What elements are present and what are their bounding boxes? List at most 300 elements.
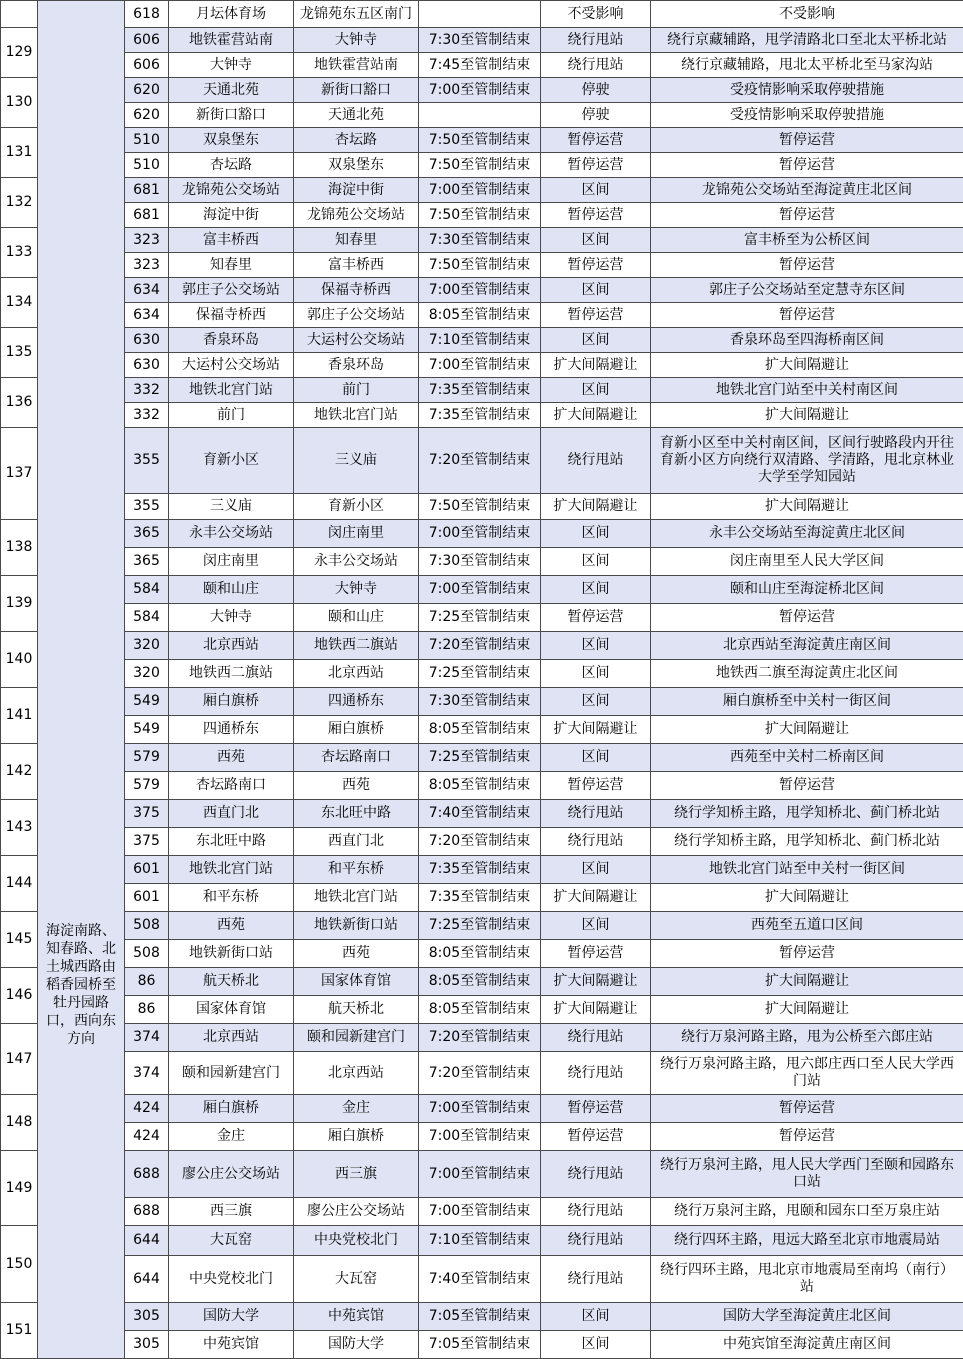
measure-cell: 停驶	[541, 78, 651, 103]
table-row	[1, 1303, 963, 1331]
measure-cell: 区间	[541, 912, 651, 940]
measure-cell: 区间	[541, 178, 651, 203]
measure-cell: 绕行甩站	[541, 28, 651, 53]
end-station-cell: 航天桥北	[294, 996, 419, 1024]
detail-cell: 绕行万泉河主路，甩人民大学西门至颐和园路东口站	[651, 1151, 963, 1198]
group-number-cell: 150	[1, 1226, 38, 1303]
time-cell: 7:35至管制结束	[419, 856, 541, 884]
measure-cell: 暂停运营	[541, 253, 651, 278]
detail-cell: 暂停运营	[651, 303, 963, 328]
route-number-cell: 630	[125, 328, 169, 353]
time-cell: 7:50至管制结束	[419, 203, 541, 228]
route-number-cell: 549	[125, 688, 169, 716]
detail-cell: 国防大学至海淀黄庄北区间	[651, 1303, 963, 1331]
end-station-cell: 新街口豁口	[294, 78, 419, 103]
table-row	[1, 996, 963, 1024]
detail-cell: 北京西站至海淀黄庄南区间	[651, 632, 963, 660]
measure-cell: 区间	[541, 378, 651, 403]
route-number-cell: 579	[125, 772, 169, 800]
measure-cell: 暂停运营	[541, 203, 651, 228]
group-number-cell: 143	[1, 800, 38, 856]
end-station-cell: 地铁新街口站	[294, 912, 419, 940]
table-row	[1, 1331, 963, 1359]
end-station-cell: 地铁北宫门站	[294, 884, 419, 912]
detail-cell: 中苑宾馆至海淀黄庄南区间	[651, 1331, 963, 1359]
end-station-cell: 保福寺桥西	[294, 278, 419, 303]
table-row	[1, 744, 963, 772]
measure-cell: 扩大间隔避让	[541, 968, 651, 996]
start-station-cell: 廖公庄公交场站	[169, 1151, 294, 1198]
road-section-text: 海淀南路、知春路、北土城西路由稻香园桥至牡丹园路口，西向东方向	[42, 922, 120, 1048]
start-station-cell: 中苑宾馆	[169, 1331, 294, 1359]
time-cell: 7:20至管制结束	[419, 1024, 541, 1052]
detail-cell: 闵庄南里至人民大学区间	[651, 548, 963, 576]
detail-cell: 暂停运营	[651, 1123, 963, 1151]
measure-cell: 绕行甩站	[541, 1226, 651, 1256]
route-number-cell: 332	[125, 403, 169, 428]
detail-cell: 西苑至五道口区间	[651, 912, 963, 940]
table-row	[1, 53, 963, 78]
route-number-cell: 601	[125, 856, 169, 884]
group-number-cell: 140	[1, 632, 38, 688]
group-number-cell: 146	[1, 968, 38, 1024]
detail-cell: 绕行京藏辅路，甩学清路北口至北太平桥北站	[651, 28, 963, 53]
end-station-cell: 四通桥东	[294, 688, 419, 716]
table-row	[1, 303, 963, 328]
table-row	[1, 494, 963, 520]
route-number-cell: 374	[125, 1052, 169, 1095]
time-cell: 7:00至管制结束	[419, 178, 541, 203]
time-cell: 8:05至管制结束	[419, 996, 541, 1024]
start-station-cell: 海淀中街	[169, 203, 294, 228]
route-number-cell: 644	[125, 1226, 169, 1256]
end-station-cell: 大钟寺	[294, 28, 419, 53]
route-number-cell: 579	[125, 744, 169, 772]
start-station-cell: 双泉堡东	[169, 128, 294, 153]
detail-cell: 西苑至中关村二桥南区间	[651, 744, 963, 772]
end-station-cell: 廖公庄公交场站	[294, 1198, 419, 1226]
time-cell	[419, 103, 541, 128]
detail-cell: 地铁西二旗至海淀黄庄北区间	[651, 660, 963, 688]
start-station-cell: 大钟寺	[169, 604, 294, 632]
start-station-cell: 西苑	[169, 912, 294, 940]
start-station-cell: 厢白旗桥	[169, 1095, 294, 1123]
table-row	[1, 378, 963, 403]
time-cell: 7:20至管制结束	[419, 828, 541, 856]
start-station-cell: 金庄	[169, 1123, 294, 1151]
start-station-cell: 知春里	[169, 253, 294, 278]
table-row	[1, 278, 963, 303]
measure-cell: 绕行甩站	[541, 428, 651, 494]
start-station-cell: 北京西站	[169, 1024, 294, 1052]
time-cell: 7:20至管制结束	[419, 428, 541, 494]
detail-cell: 绕行学知桥主路，甩学知桥北、蓟门桥北站	[651, 800, 963, 828]
start-station-cell: 大钟寺	[169, 53, 294, 78]
measure-cell: 暂停运营	[541, 604, 651, 632]
start-station-cell: 大运村公交场站	[169, 353, 294, 378]
time-cell: 8:05至管制结束	[419, 968, 541, 996]
measure-cell: 绕行甩站	[541, 1052, 651, 1095]
route-number-cell: 584	[125, 576, 169, 604]
group-number-cell: 130	[1, 78, 38, 128]
time-cell: 8:05至管制结束	[419, 716, 541, 744]
measure-cell: 绕行甩站	[541, 1256, 651, 1303]
table-row	[1, 1052, 963, 1095]
table-row	[1, 1, 963, 28]
detail-cell: 永丰公交场站至海淀黄庄北区间	[651, 520, 963, 548]
start-station-cell: 香泉环岛	[169, 328, 294, 353]
measure-cell: 扩大间隔避让	[541, 403, 651, 428]
time-cell: 7:50至管制结束	[419, 494, 541, 520]
start-station-cell: 富丰桥西	[169, 228, 294, 253]
route-number-cell: 601	[125, 884, 169, 912]
route-number-cell: 510	[125, 128, 169, 153]
table-row	[1, 772, 963, 800]
time-cell: 7:00至管制结束	[419, 1151, 541, 1198]
start-station-cell: 月坛体育场	[169, 1, 294, 28]
end-station-cell: 和平东桥	[294, 856, 419, 884]
measure-cell: 区间	[541, 632, 651, 660]
table-row	[1, 1095, 963, 1123]
end-station-cell: 厢白旗桥	[294, 1123, 419, 1151]
table-row	[1, 428, 963, 494]
detail-cell: 地铁北宫门站至中关村一街区间	[651, 856, 963, 884]
route-number-cell: 584	[125, 604, 169, 632]
detail-cell: 地铁北宫门站至中关村南区间	[651, 378, 963, 403]
measure-cell: 暂停运营	[541, 940, 651, 968]
start-station-cell: 郭庄子公交场站	[169, 278, 294, 303]
start-station-cell: 龙锦苑公交场站	[169, 178, 294, 203]
end-station-cell: 双泉堡东	[294, 153, 419, 178]
time-cell: 7:00至管制结束	[419, 78, 541, 103]
time-cell: 7:40至管制结束	[419, 1256, 541, 1303]
time-cell: 7:40至管制结束	[419, 800, 541, 828]
detail-cell: 绕行京藏辅路，甩北太平桥北至马家沟站	[651, 53, 963, 78]
table-row	[1, 1123, 963, 1151]
detail-cell: 不受影响	[651, 1, 963, 28]
route-number-cell: 634	[125, 303, 169, 328]
table-row	[1, 353, 963, 378]
end-station-cell: 颐和园新建宫门	[294, 1024, 419, 1052]
route-number-cell: 365	[125, 520, 169, 548]
time-cell: 7:35至管制结束	[419, 403, 541, 428]
time-cell: 7:10至管制结束	[419, 1226, 541, 1256]
start-station-cell: 三义庙	[169, 494, 294, 520]
table-row	[1, 78, 963, 103]
time-cell: 7:35至管制结束	[419, 378, 541, 403]
detail-cell: 厢白旗桥至中关村一街区间	[651, 688, 963, 716]
detail-cell: 扩大间隔避让	[651, 996, 963, 1024]
group-number-cell: 141	[1, 688, 38, 744]
end-station-cell: 北京西站	[294, 660, 419, 688]
table-row	[1, 178, 963, 203]
end-station-cell: 东北旺中路	[294, 800, 419, 828]
time-cell: 7:30至管制结束	[419, 688, 541, 716]
time-cell: 7:25至管制结束	[419, 604, 541, 632]
time-cell: 7:45至管制结束	[419, 53, 541, 78]
end-station-cell: 龙锦苑公交场站	[294, 203, 419, 228]
table-row	[1, 520, 963, 548]
measure-cell: 不受影响	[541, 1, 651, 28]
measure-cell: 区间	[541, 278, 651, 303]
group-number-cell: 135	[1, 328, 38, 378]
end-station-cell: 中苑宾馆	[294, 1303, 419, 1331]
group-number-cell: 138	[1, 520, 38, 576]
start-station-cell: 东北旺中路	[169, 828, 294, 856]
detail-cell: 暂停运营	[651, 153, 963, 178]
detail-cell: 郭庄子公交场站至定慧寺东区间	[651, 278, 963, 303]
start-station-cell: 地铁西二旗站	[169, 660, 294, 688]
group-number-cell: 132	[1, 178, 38, 228]
group-number-cell: 139	[1, 576, 38, 632]
table-row	[1, 660, 963, 688]
table-row	[1, 103, 963, 128]
route-number-cell: 374	[125, 1024, 169, 1052]
measure-cell: 区间	[541, 328, 651, 353]
time-cell: 7:20至管制结束	[419, 632, 541, 660]
measure-cell: 扩大间隔避让	[541, 716, 651, 744]
table-row	[1, 576, 963, 604]
end-station-cell: 三义庙	[294, 428, 419, 494]
detail-cell: 香泉环岛至四海桥南区间	[651, 328, 963, 353]
detail-cell: 暂停运营	[651, 1095, 963, 1123]
route-number-cell: 305	[125, 1303, 169, 1331]
detail-cell: 绕行万泉河路主路，甩六郎庄西口至人民大学西门站	[651, 1052, 963, 1095]
route-number-cell: 86	[125, 996, 169, 1024]
table-row	[1, 604, 963, 632]
time-cell: 7:00至管制结束	[419, 1198, 541, 1226]
end-station-cell: 大瓦窑	[294, 1256, 419, 1303]
time-cell: 7:30至管制结束	[419, 548, 541, 576]
start-station-cell: 大瓦窑	[169, 1226, 294, 1256]
route-number-cell: 424	[125, 1095, 169, 1123]
table-row	[1, 128, 963, 153]
route-number-cell: 332	[125, 378, 169, 403]
table-row	[1, 968, 963, 996]
start-station-cell: 航天桥北	[169, 968, 294, 996]
table-row	[1, 828, 963, 856]
start-station-cell: 永丰公交场站	[169, 520, 294, 548]
time-cell: 7:25至管制结束	[419, 912, 541, 940]
time-cell: 7:25至管制结束	[419, 660, 541, 688]
measure-cell: 暂停运营	[541, 772, 651, 800]
detail-cell: 扩大间隔避让	[651, 968, 963, 996]
end-station-cell: 地铁霍营站南	[294, 53, 419, 78]
measure-cell: 区间	[541, 660, 651, 688]
detail-cell: 暂停运营	[651, 253, 963, 278]
detail-cell: 暂停运营	[651, 940, 963, 968]
end-station-cell: 天通北苑	[294, 103, 419, 128]
detail-cell: 龙锦苑公交场站至海淀黄庄北区间	[651, 178, 963, 203]
start-station-cell: 国防大学	[169, 1303, 294, 1331]
end-station-cell: 知春里	[294, 228, 419, 253]
detail-cell: 暂停运营	[651, 604, 963, 632]
end-station-cell: 大运村公交场站	[294, 328, 419, 353]
route-number-cell: 510	[125, 153, 169, 178]
route-number-cell: 606	[125, 28, 169, 53]
time-cell: 7:00至管制结束	[419, 353, 541, 378]
group-number-cell	[1, 1, 38, 28]
group-number-cell: 151	[1, 1303, 38, 1359]
end-station-cell: 厢白旗桥	[294, 716, 419, 744]
end-station-cell: 富丰桥西	[294, 253, 419, 278]
time-cell: 7:00至管制结束	[419, 278, 541, 303]
end-station-cell: 颐和山庄	[294, 604, 419, 632]
detail-cell: 富丰桥至为公桥区间	[651, 228, 963, 253]
detail-cell: 绕行万泉河路主路，甩为公桥至六郎庄站	[651, 1024, 963, 1052]
route-number-cell: 320	[125, 632, 169, 660]
group-number-cell: 145	[1, 912, 38, 968]
measure-cell: 暂停运营	[541, 1095, 651, 1123]
detail-cell: 育新小区至中关村南区间，区间行驶路段内开往育新小区方向绕行双清路、学清路，甩北京林业大学至学知园站	[651, 428, 963, 494]
measure-cell: 区间	[541, 228, 651, 253]
detail-cell: 扩大间隔避让	[651, 716, 963, 744]
time-cell: 7:00至管制结束	[419, 520, 541, 548]
detail-cell: 颐和山庄至海淀桥北区间	[651, 576, 963, 604]
end-station-cell: 闵庄南里	[294, 520, 419, 548]
detail-cell: 受疫情影响采取停驶措施	[651, 103, 963, 128]
group-number-cell: 144	[1, 856, 38, 912]
measure-cell: 绕行甩站	[541, 1024, 651, 1052]
detail-cell: 受疫情影响采取停驶措施	[651, 78, 963, 103]
group-number-cell: 136	[1, 378, 38, 428]
table-row	[1, 856, 963, 884]
measure-cell: 扩大间隔避让	[541, 884, 651, 912]
measure-cell: 区间	[541, 688, 651, 716]
route-number-cell: 688	[125, 1151, 169, 1198]
table-row	[1, 153, 963, 178]
detail-cell: 扩大间隔避让	[651, 353, 963, 378]
time-cell: 7:50至管制结束	[419, 128, 541, 153]
table-row	[1, 1024, 963, 1052]
time-cell: 7:30至管制结束	[419, 28, 541, 53]
measure-cell: 区间	[541, 520, 651, 548]
start-station-cell: 颐和山庄	[169, 576, 294, 604]
start-station-cell: 前门	[169, 403, 294, 428]
measure-cell: 绕行甩站	[541, 800, 651, 828]
start-station-cell: 西三旗	[169, 1198, 294, 1226]
measure-cell: 停驶	[541, 103, 651, 128]
route-number-cell: 355	[125, 494, 169, 520]
end-station-cell: 郭庄子公交场站	[294, 303, 419, 328]
detail-cell: 绕行万泉河主路，甩颐和园东口至万泉庄站	[651, 1198, 963, 1226]
end-station-cell: 金庄	[294, 1095, 419, 1123]
time-cell: 8:05至管制结束	[419, 303, 541, 328]
measure-cell: 区间	[541, 548, 651, 576]
table-row	[1, 328, 963, 353]
end-station-cell: 地铁西二旗站	[294, 632, 419, 660]
start-station-cell: 杏坛路	[169, 153, 294, 178]
start-station-cell: 四通桥东	[169, 716, 294, 744]
group-number-cell: 137	[1, 428, 38, 520]
measure-cell: 区间	[541, 1303, 651, 1331]
time-cell	[419, 1, 541, 28]
table-row	[1, 548, 963, 576]
route-number-cell: 618	[125, 1, 169, 28]
detail-cell: 暂停运营	[651, 203, 963, 228]
table-row	[1, 716, 963, 744]
start-station-cell: 杏坛路南口	[169, 772, 294, 800]
measure-cell: 暂停运营	[541, 153, 651, 178]
detail-cell: 暂停运营	[651, 128, 963, 153]
measure-cell: 区间	[541, 856, 651, 884]
time-cell: 7:10至管制结束	[419, 328, 541, 353]
start-station-cell: 保福寺桥西	[169, 303, 294, 328]
group-number-cell: 131	[1, 128, 38, 178]
time-cell: 7:50至管制结束	[419, 253, 541, 278]
route-number-cell: 305	[125, 1331, 169, 1359]
group-number-cell: 133	[1, 228, 38, 278]
table-row	[1, 28, 963, 53]
group-number-cell: 129	[1, 28, 38, 78]
time-cell: 8:05至管制结束	[419, 772, 541, 800]
measure-cell: 暂停运营	[541, 1123, 651, 1151]
time-cell: 7:00至管制结束	[419, 1095, 541, 1123]
route-number-cell: 620	[125, 78, 169, 103]
time-cell: 7:25至管制结束	[419, 744, 541, 772]
start-station-cell: 厢白旗桥	[169, 688, 294, 716]
group-number-cell: 134	[1, 278, 38, 328]
route-number-cell: 375	[125, 828, 169, 856]
end-station-cell: 西三旗	[294, 1151, 419, 1198]
group-number-cell: 149	[1, 1151, 38, 1226]
end-station-cell: 国防大学	[294, 1331, 419, 1359]
route-number-cell: 323	[125, 253, 169, 278]
route-number-cell: 606	[125, 53, 169, 78]
measure-cell: 绕行甩站	[541, 1198, 651, 1226]
start-station-cell: 地铁北宫门站	[169, 856, 294, 884]
start-station-cell: 北京西站	[169, 632, 294, 660]
measure-cell: 扩大间隔避让	[541, 353, 651, 378]
route-number-cell: 549	[125, 716, 169, 744]
detail-cell: 暂停运营	[651, 772, 963, 800]
route-number-cell: 508	[125, 940, 169, 968]
end-station-cell: 西直门北	[294, 828, 419, 856]
table-row	[1, 912, 963, 940]
table-row	[1, 253, 963, 278]
time-cell: 7:05至管制结束	[419, 1303, 541, 1331]
table-row	[1, 403, 963, 428]
route-number-cell: 630	[125, 353, 169, 378]
table-row	[1, 1151, 963, 1198]
group-number-cell: 147	[1, 1024, 38, 1095]
end-station-cell: 海淀中街	[294, 178, 419, 203]
time-cell: 8:05至管制结束	[419, 940, 541, 968]
detail-cell: 扩大间隔避让	[651, 403, 963, 428]
table-row	[1, 632, 963, 660]
start-station-cell: 育新小区	[169, 428, 294, 494]
end-station-cell: 杏坛路	[294, 128, 419, 153]
end-station-cell: 杏坛路南口	[294, 744, 419, 772]
measure-cell: 绕行甩站	[541, 1151, 651, 1198]
end-station-cell: 地铁北宫门站	[294, 403, 419, 428]
end-station-cell: 前门	[294, 378, 419, 403]
detail-cell: 绕行四环主路，甩远大路至北京市地震局站	[651, 1226, 963, 1256]
route-number-cell: 320	[125, 660, 169, 688]
route-number-cell: 86	[125, 968, 169, 996]
start-station-cell: 地铁新街口站	[169, 940, 294, 968]
detail-cell: 绕行四环主路，甩北京市地震局至南坞（南行）站	[651, 1256, 963, 1303]
end-station-cell: 香泉环岛	[294, 353, 419, 378]
end-station-cell: 国家体育馆	[294, 968, 419, 996]
table-row	[1, 688, 963, 716]
group-number-cell: 142	[1, 744, 38, 800]
measure-cell: 绕行甩站	[541, 828, 651, 856]
table-row	[1, 228, 963, 253]
time-cell: 7:30至管制结束	[419, 228, 541, 253]
group-number-cell: 148	[1, 1095, 38, 1151]
measure-cell: 扩大间隔避让	[541, 494, 651, 520]
